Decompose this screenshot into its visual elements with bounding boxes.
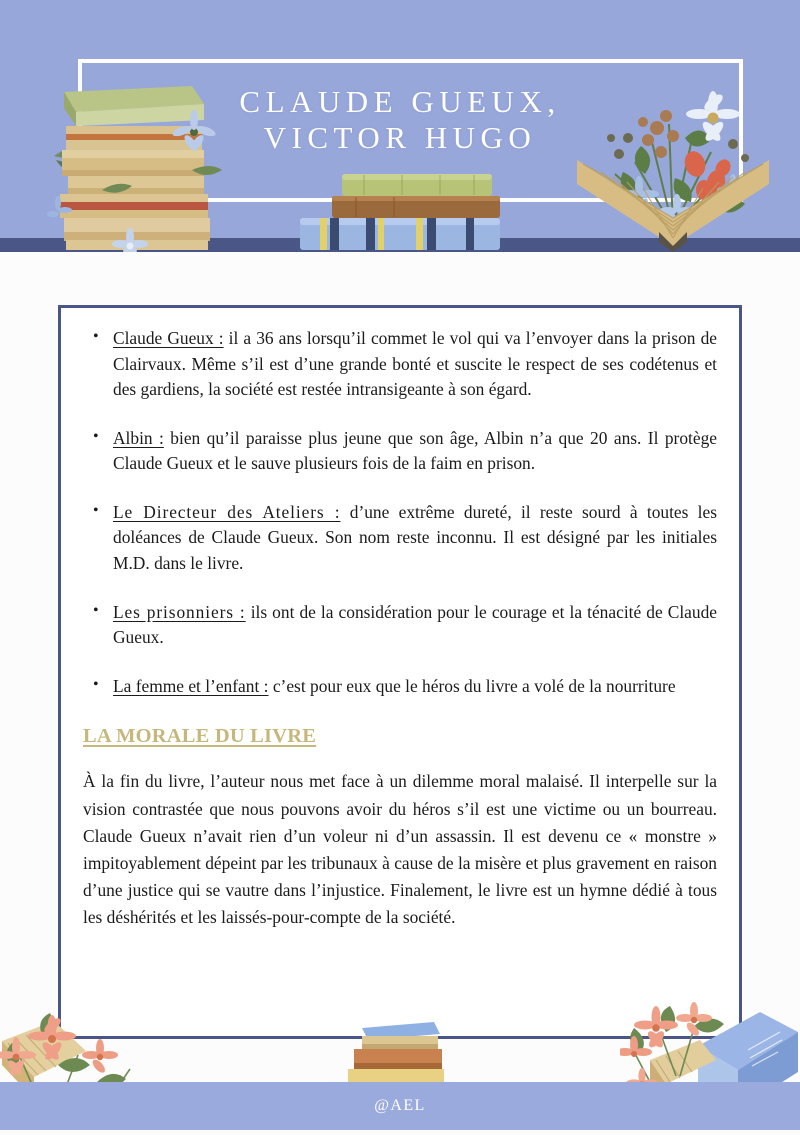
character-term: Les prisonniers : — [113, 601, 246, 622]
character-term: Claude Gueux : — [113, 328, 224, 348]
footer-bar — [0, 1082, 800, 1130]
coral-flower-icon — [82, 1039, 118, 1075]
character-term: La femme et l’enfant : — [113, 675, 269, 696]
title-line-2: VICTOR HUGO — [263, 120, 537, 156]
center-books-illustration — [290, 172, 512, 252]
character-description: c’est pour eux que le héros du livre a volé de la nourriture — [268, 675, 676, 696]
character-term: Le Directeur des Ateliers : — [113, 501, 341, 522]
page-body — [0, 252, 800, 1130]
coral-flower-icon — [620, 1036, 652, 1057]
character-list — [83, 326, 717, 699]
list-item — [83, 326, 717, 403]
list-item — [83, 500, 717, 577]
title-line-1: CLAUDE GUEUX, — [239, 84, 561, 119]
header-banner — [0, 0, 800, 252]
character-description: ils ont de la considération pour le courage et la ténacité de Claude Gueux. — [113, 601, 717, 648]
center-books-svg — [290, 172, 512, 252]
character-description: d’une extrême dureté, il reste sourd à toutes les doléances de Claude Gueux. Son nom reste inconnu. Il est désigné par les initiales M.D. dans le livre. — [113, 501, 717, 574]
moral-paragraph: À la fin du livre, l’auteur nous met face à un dilemme moral malaisé. Il interpelle sur la vision contrastée que nous pouvons avoir du héros s’il est une victime ou un bourreau. Claude Gueux n’avait rien d’un voleur ni d’un assassin. Il est devenu ce « monstre » impitoyablement dépeint par les tribunaux à cause de la misère et plus gravement en raison d’une justice qui se vautre dans l’injustice. Finalement, le livre est un hymne dédié à tous les déshérités et les laissés-pour-compte de la société. — [83, 771, 717, 928]
list-item — [83, 600, 717, 651]
character-description: il a 36 ans lorsqu’il commet le vol qui va l’envoyer dans la prison de Clairvaux. Même s’il est d’une grande bonté et suscite le respect de ses codétenus et des gardiens, la société est restée intransigeante à son égard. — [113, 328, 717, 400]
character-term: Albin : — [113, 427, 164, 448]
list-item — [83, 426, 717, 477]
footer-credit: @AEL — [374, 1097, 426, 1114]
content-box — [58, 305, 742, 1039]
page-title — [0, 84, 800, 157]
section-title: LA MORALE DU LIVRE — [83, 725, 317, 748]
character-description: bien qu’il paraisse plus jeune que son âge, Albin n’a que 20 ans. Il protège Claude Gueux et le sauve plusieurs fois de la faim en prison. — [113, 427, 717, 474]
list-item — [83, 674, 717, 700]
